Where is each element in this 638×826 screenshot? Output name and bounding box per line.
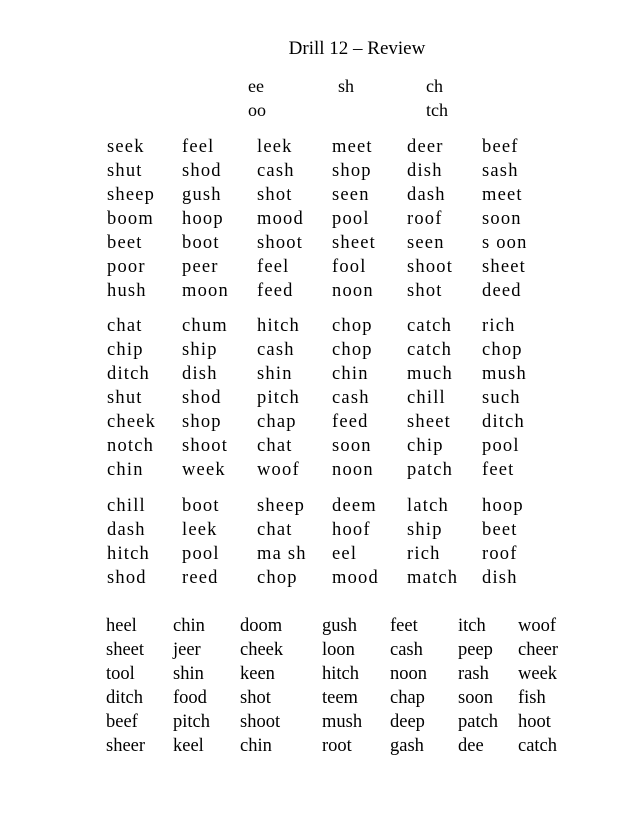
- word-cell: peer: [182, 257, 219, 277]
- word-cell: chip: [107, 340, 144, 360]
- word-cell: pool: [182, 544, 220, 564]
- word-cell: peep: [458, 640, 493, 660]
- word-cell: shop: [182, 412, 222, 432]
- word-cell: chill: [407, 388, 446, 408]
- word-cell: cash: [257, 161, 295, 181]
- word-cell: match: [407, 568, 459, 588]
- word-cell: boot: [182, 496, 220, 516]
- word-cell: cheer: [518, 640, 559, 660]
- word-cell: chop: [482, 340, 523, 360]
- word-cell: soon: [332, 436, 372, 456]
- word-cell: cheek: [240, 640, 284, 660]
- word-cell: chin: [107, 460, 144, 480]
- word-cell: dish: [407, 161, 443, 181]
- header-ch: ch: [426, 76, 443, 96]
- word-cell: chum: [182, 316, 228, 336]
- word-cell: sheet: [106, 640, 145, 660]
- word-cell: chat: [107, 316, 143, 336]
- word-cell: sheet: [332, 233, 377, 253]
- word-cell: jeer: [173, 640, 201, 660]
- word-cell: week: [182, 460, 226, 480]
- word-cell: gash: [390, 736, 424, 756]
- word-cell: feel: [257, 257, 290, 277]
- word-cell: hoop: [182, 209, 224, 229]
- word-cell: eel: [332, 544, 358, 564]
- word-cell: dash: [107, 520, 146, 540]
- word-cell: dish: [482, 568, 518, 588]
- word-cell: doom: [240, 616, 283, 636]
- word-cell: ditch: [106, 688, 143, 708]
- word-cell: hush: [107, 281, 147, 301]
- word-cell: soon: [458, 688, 493, 708]
- word-cell: s oon: [482, 233, 528, 253]
- word-cell: notch: [107, 436, 155, 456]
- word-cell: patch: [407, 460, 454, 480]
- word-cell: mood: [257, 209, 304, 229]
- word-section-2: [107, 314, 567, 482]
- word-cell: chin: [332, 364, 369, 384]
- word-cell: soon: [482, 209, 522, 229]
- word-cell: reed: [182, 568, 219, 588]
- word-cell: latch: [407, 496, 449, 516]
- word-cell: feed: [257, 281, 294, 301]
- page-title: Drill 12 – Review: [288, 38, 426, 59]
- word-cell: ship: [407, 520, 443, 540]
- word-cell: root: [322, 736, 352, 756]
- word-cell: seek: [107, 137, 145, 157]
- word-cell: ditch: [482, 412, 525, 432]
- word-cell: chop: [257, 568, 298, 588]
- word-cell: chat: [257, 520, 293, 540]
- word-cell: shut: [107, 388, 143, 408]
- word-cell: woof: [257, 460, 300, 480]
- word-cell: feet: [390, 616, 418, 636]
- word-cell: shot: [240, 688, 271, 708]
- word-cell: week: [518, 664, 558, 684]
- word-section-1: [107, 135, 567, 303]
- word-cell: cash: [390, 640, 423, 660]
- word-cell: cash: [257, 340, 295, 360]
- word-cell: hoop: [482, 496, 524, 516]
- word-cell: noon: [332, 460, 374, 480]
- word-cell: seen: [407, 233, 445, 253]
- word-cell: poor: [107, 257, 146, 277]
- word-cell: hoof: [332, 520, 371, 540]
- word-cell: feet: [482, 460, 515, 480]
- word-cell: sash: [482, 161, 519, 181]
- word-cell: deer: [407, 137, 444, 157]
- word-cell: itch: [458, 616, 486, 636]
- word-cell: mush: [482, 364, 527, 384]
- word-cell: sheep: [257, 496, 306, 516]
- word-cell: roof: [407, 209, 443, 229]
- word-cell: seen: [332, 185, 370, 205]
- word-cell: gush: [182, 185, 222, 205]
- word-cell: beef: [482, 137, 519, 157]
- word-cell: woof: [518, 616, 557, 636]
- word-cell: ditch: [107, 364, 150, 384]
- word-cell: loon: [322, 640, 355, 660]
- word-cell: beet: [482, 520, 518, 540]
- word-cell: fish: [518, 688, 546, 708]
- word-cell: shut: [107, 161, 143, 181]
- word-cell: deep: [390, 712, 425, 732]
- word-cell: shot: [257, 185, 293, 205]
- word-cell: sheet: [482, 257, 527, 277]
- word-cell: leek: [257, 137, 293, 157]
- word-cell: shin: [257, 364, 293, 384]
- word-cell: pool: [482, 436, 520, 456]
- word-cell: catch: [407, 316, 453, 336]
- word-cell: ship: [182, 340, 218, 360]
- word-cell: meet: [482, 185, 523, 205]
- word-cell: rich: [482, 316, 516, 336]
- word-cell: moon: [182, 281, 229, 301]
- word-cell: deem: [332, 496, 377, 516]
- word-cell: catch: [518, 736, 558, 756]
- word-cell: mood: [332, 568, 379, 588]
- word-cell: roof: [482, 544, 518, 564]
- word-cell: heel: [106, 616, 137, 636]
- word-cell: pitch: [173, 712, 210, 732]
- word-cell: shot: [407, 281, 443, 301]
- word-cell: rich: [407, 544, 441, 564]
- word-cell: beef: [106, 712, 138, 732]
- word-cell: shoot: [257, 233, 304, 253]
- word-cell: tool: [106, 664, 135, 684]
- word-cell: deed: [482, 281, 522, 301]
- word-cell: hoot: [518, 712, 551, 732]
- word-cell: sheet: [407, 412, 452, 432]
- word-cell: chap: [390, 688, 425, 708]
- word-cell: shop: [332, 161, 372, 181]
- header-sh: sh: [338, 76, 355, 96]
- word-cell: chop: [332, 340, 373, 360]
- word-cell: shod: [182, 388, 222, 408]
- word-cell: dee: [458, 736, 484, 756]
- word-cell: noon: [390, 664, 427, 684]
- word-cell: chat: [257, 436, 293, 456]
- word-cell: cheek: [107, 412, 157, 432]
- word-cell: dish: [182, 364, 218, 384]
- word-cell: teem: [322, 688, 358, 708]
- word-cell: feel: [182, 137, 215, 157]
- word-cell: chin: [173, 616, 205, 636]
- word-cell: ma sh: [257, 544, 307, 564]
- word-cell: fool: [332, 257, 367, 277]
- word-cell: beet: [107, 233, 143, 253]
- word-cell: meet: [332, 137, 373, 157]
- word-cell: chop: [332, 316, 373, 336]
- word-cell: shod: [182, 161, 222, 181]
- word-cell: chip: [407, 436, 444, 456]
- word-cell: boom: [107, 209, 154, 229]
- word-cell: shoot: [407, 257, 454, 277]
- header-oo: oo: [248, 100, 266, 120]
- word-cell: food: [173, 688, 207, 708]
- word-cell: noon: [332, 281, 374, 301]
- word-cell: chap: [257, 412, 297, 432]
- word-cell: hitch: [257, 316, 300, 336]
- word-cell: shoot: [182, 436, 229, 456]
- word-cell: such: [482, 388, 521, 408]
- word-cell: sheep: [107, 185, 156, 205]
- word-cell: keel: [173, 736, 204, 756]
- word-cell: hitch: [322, 664, 359, 684]
- word-cell: gush: [322, 616, 357, 636]
- sound-headers: [0, 76, 638, 126]
- header-tch: tch: [426, 100, 448, 120]
- word-cell: keen: [240, 664, 275, 684]
- word-cell: shod: [107, 568, 147, 588]
- word-cell: boot: [182, 233, 220, 253]
- word-cell: dash: [407, 185, 446, 205]
- word-cell: feed: [332, 412, 369, 432]
- word-cell: shin: [173, 664, 204, 684]
- word-cell: chill: [107, 496, 146, 516]
- word-cell: shoot: [240, 712, 281, 732]
- word-cell: rash: [458, 664, 489, 684]
- word-cell: pool: [332, 209, 370, 229]
- word-cell: sheer: [106, 736, 146, 756]
- word-cell: cash: [332, 388, 370, 408]
- word-cell: catch: [407, 340, 453, 360]
- word-cell: mush: [322, 712, 363, 732]
- word-cell: patch: [458, 712, 499, 732]
- word-section-3: [107, 494, 567, 590]
- header-ee: ee: [248, 76, 264, 96]
- word-section-bottom: [106, 614, 586, 758]
- word-cell: leek: [182, 520, 218, 540]
- word-cell: much: [407, 364, 453, 384]
- word-cell: pitch: [257, 388, 300, 408]
- word-cell: chin: [240, 736, 272, 756]
- word-cell: hitch: [107, 544, 150, 564]
